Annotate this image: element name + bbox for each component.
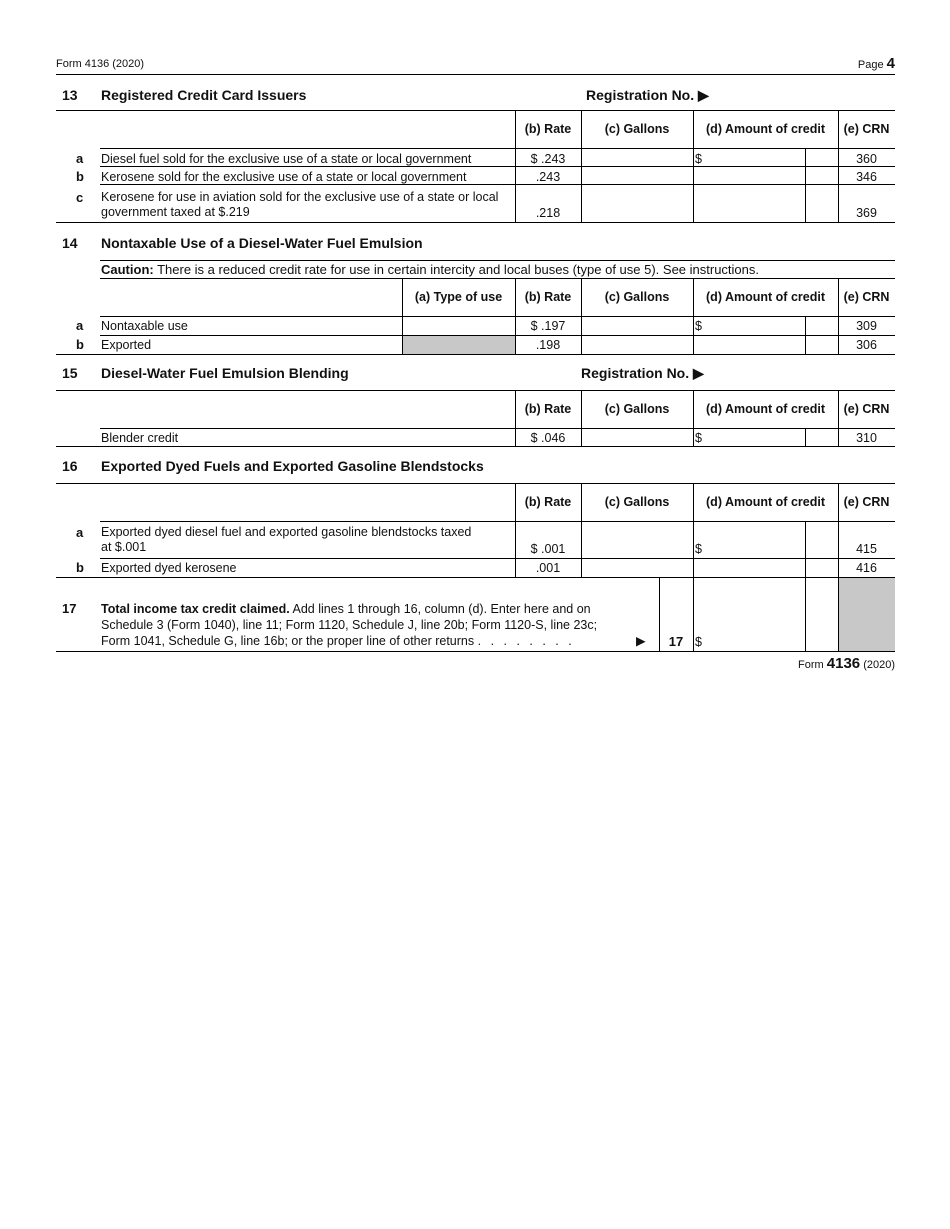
line-17-box-label: 17: [668, 634, 684, 649]
line-13c-desc: Kerosene for use in aviation sold for the exclusive use of a state or local government taxed at $.219: [101, 190, 499, 219]
line-14b-gallons-input[interactable]: [582, 336, 692, 353]
section-16-title: 16 Exported Dyed Fuels and Exported Gasoline Blendstocks: [62, 458, 484, 474]
line-13a-amount-input[interactable]: [694, 149, 804, 166]
line-14b-desc: Exported: [101, 338, 152, 352]
line-13b-gallons-input[interactable]: [582, 167, 692, 184]
page-header: [56, 55, 895, 75]
line-13c-amount-input[interactable]: [694, 185, 804, 221]
registration-label: Registration No. ▶: [586, 87, 709, 103]
line-13c-gallons-input[interactable]: [582, 185, 692, 221]
line-14a-type-input[interactable]: [403, 317, 514, 334]
line-17-desc: Total income tax credit claimed. Add lines 1 through 16, column (d). Enter here and on Schedule 3 (Form 1040), line 11; Form 1120, Schedule J, line 20b; Form 1120-S, line 23c; Form 1041, Schedule G, line 16b; or the proper line of other returns . . . . . . . . ▶: [101, 602, 646, 648]
col-type-header: (a) Type of use: [414, 290, 503, 304]
form-identifier: Form 4136 (2020): [56, 58, 145, 70]
line-13b-desc: Kerosene sold for the exclusive use of a state or local government: [101, 170, 467, 184]
col-crn-header: (e) CRN: [843, 122, 890, 136]
section-13-title: 13 Registered Credit Card Issuers Registration No. ▶: [62, 87, 709, 103]
line-17-number: 17: [62, 601, 77, 616]
line-16b-desc: Exported dyed kerosene: [101, 561, 237, 575]
line-14a-gallons-input[interactable]: [582, 317, 692, 334]
line-13a-gallons-input[interactable]: [582, 149, 692, 166]
line-15-desc: Blender credit: [101, 431, 179, 445]
col-amount-header: (d) Amount of credit: [706, 122, 825, 136]
line-14a-desc: Nontaxable use: [101, 319, 188, 333]
line-16b-gallons-input[interactable]: [582, 559, 692, 576]
line-17-total-input[interactable]: [694, 578, 804, 650]
line-13a-desc: Diesel fuel sold for the exclusive use of a state or local government: [101, 152, 472, 166]
line-16a-amount-input[interactable]: [694, 522, 804, 558]
line-16a-desc: Exported dyed diesel fuel and exported gasoline blendstocks taxed at $.001: [101, 525, 472, 554]
line-15-amount-input[interactable]: [694, 429, 804, 445]
section-15-title: 15 Diesel-Water Fuel Emulsion Blending Registration No. ▶: [62, 365, 704, 381]
line-14a-amount-input[interactable]: [694, 317, 804, 334]
line-16b-amount-input[interactable]: [694, 559, 804, 576]
line-16a-gallons-input[interactable]: [582, 522, 692, 558]
caution-note: Caution: There is a reduced credit rate for use in certain intercity and local buses (type of use 5). See instructions.: [101, 262, 760, 277]
col-rate-header: (b) Rate: [524, 122, 572, 136]
line-15-gallons-input[interactable]: [582, 429, 692, 445]
line-14b-amount-input[interactable]: [694, 336, 804, 353]
shaded-cell: [403, 336, 515, 354]
line-13b-amount-input[interactable]: [694, 167, 804, 184]
section-14-title: 14 Nontaxable Use of a Diesel-Water Fuel Emulsion: [62, 235, 423, 251]
col-gallons-header: (c) Gallons: [604, 122, 670, 136]
page-number: Page 4: [857, 55, 895, 72]
page-footer: Form 4136 (2020): [798, 655, 895, 672]
shaded-cell: [839, 578, 895, 651]
